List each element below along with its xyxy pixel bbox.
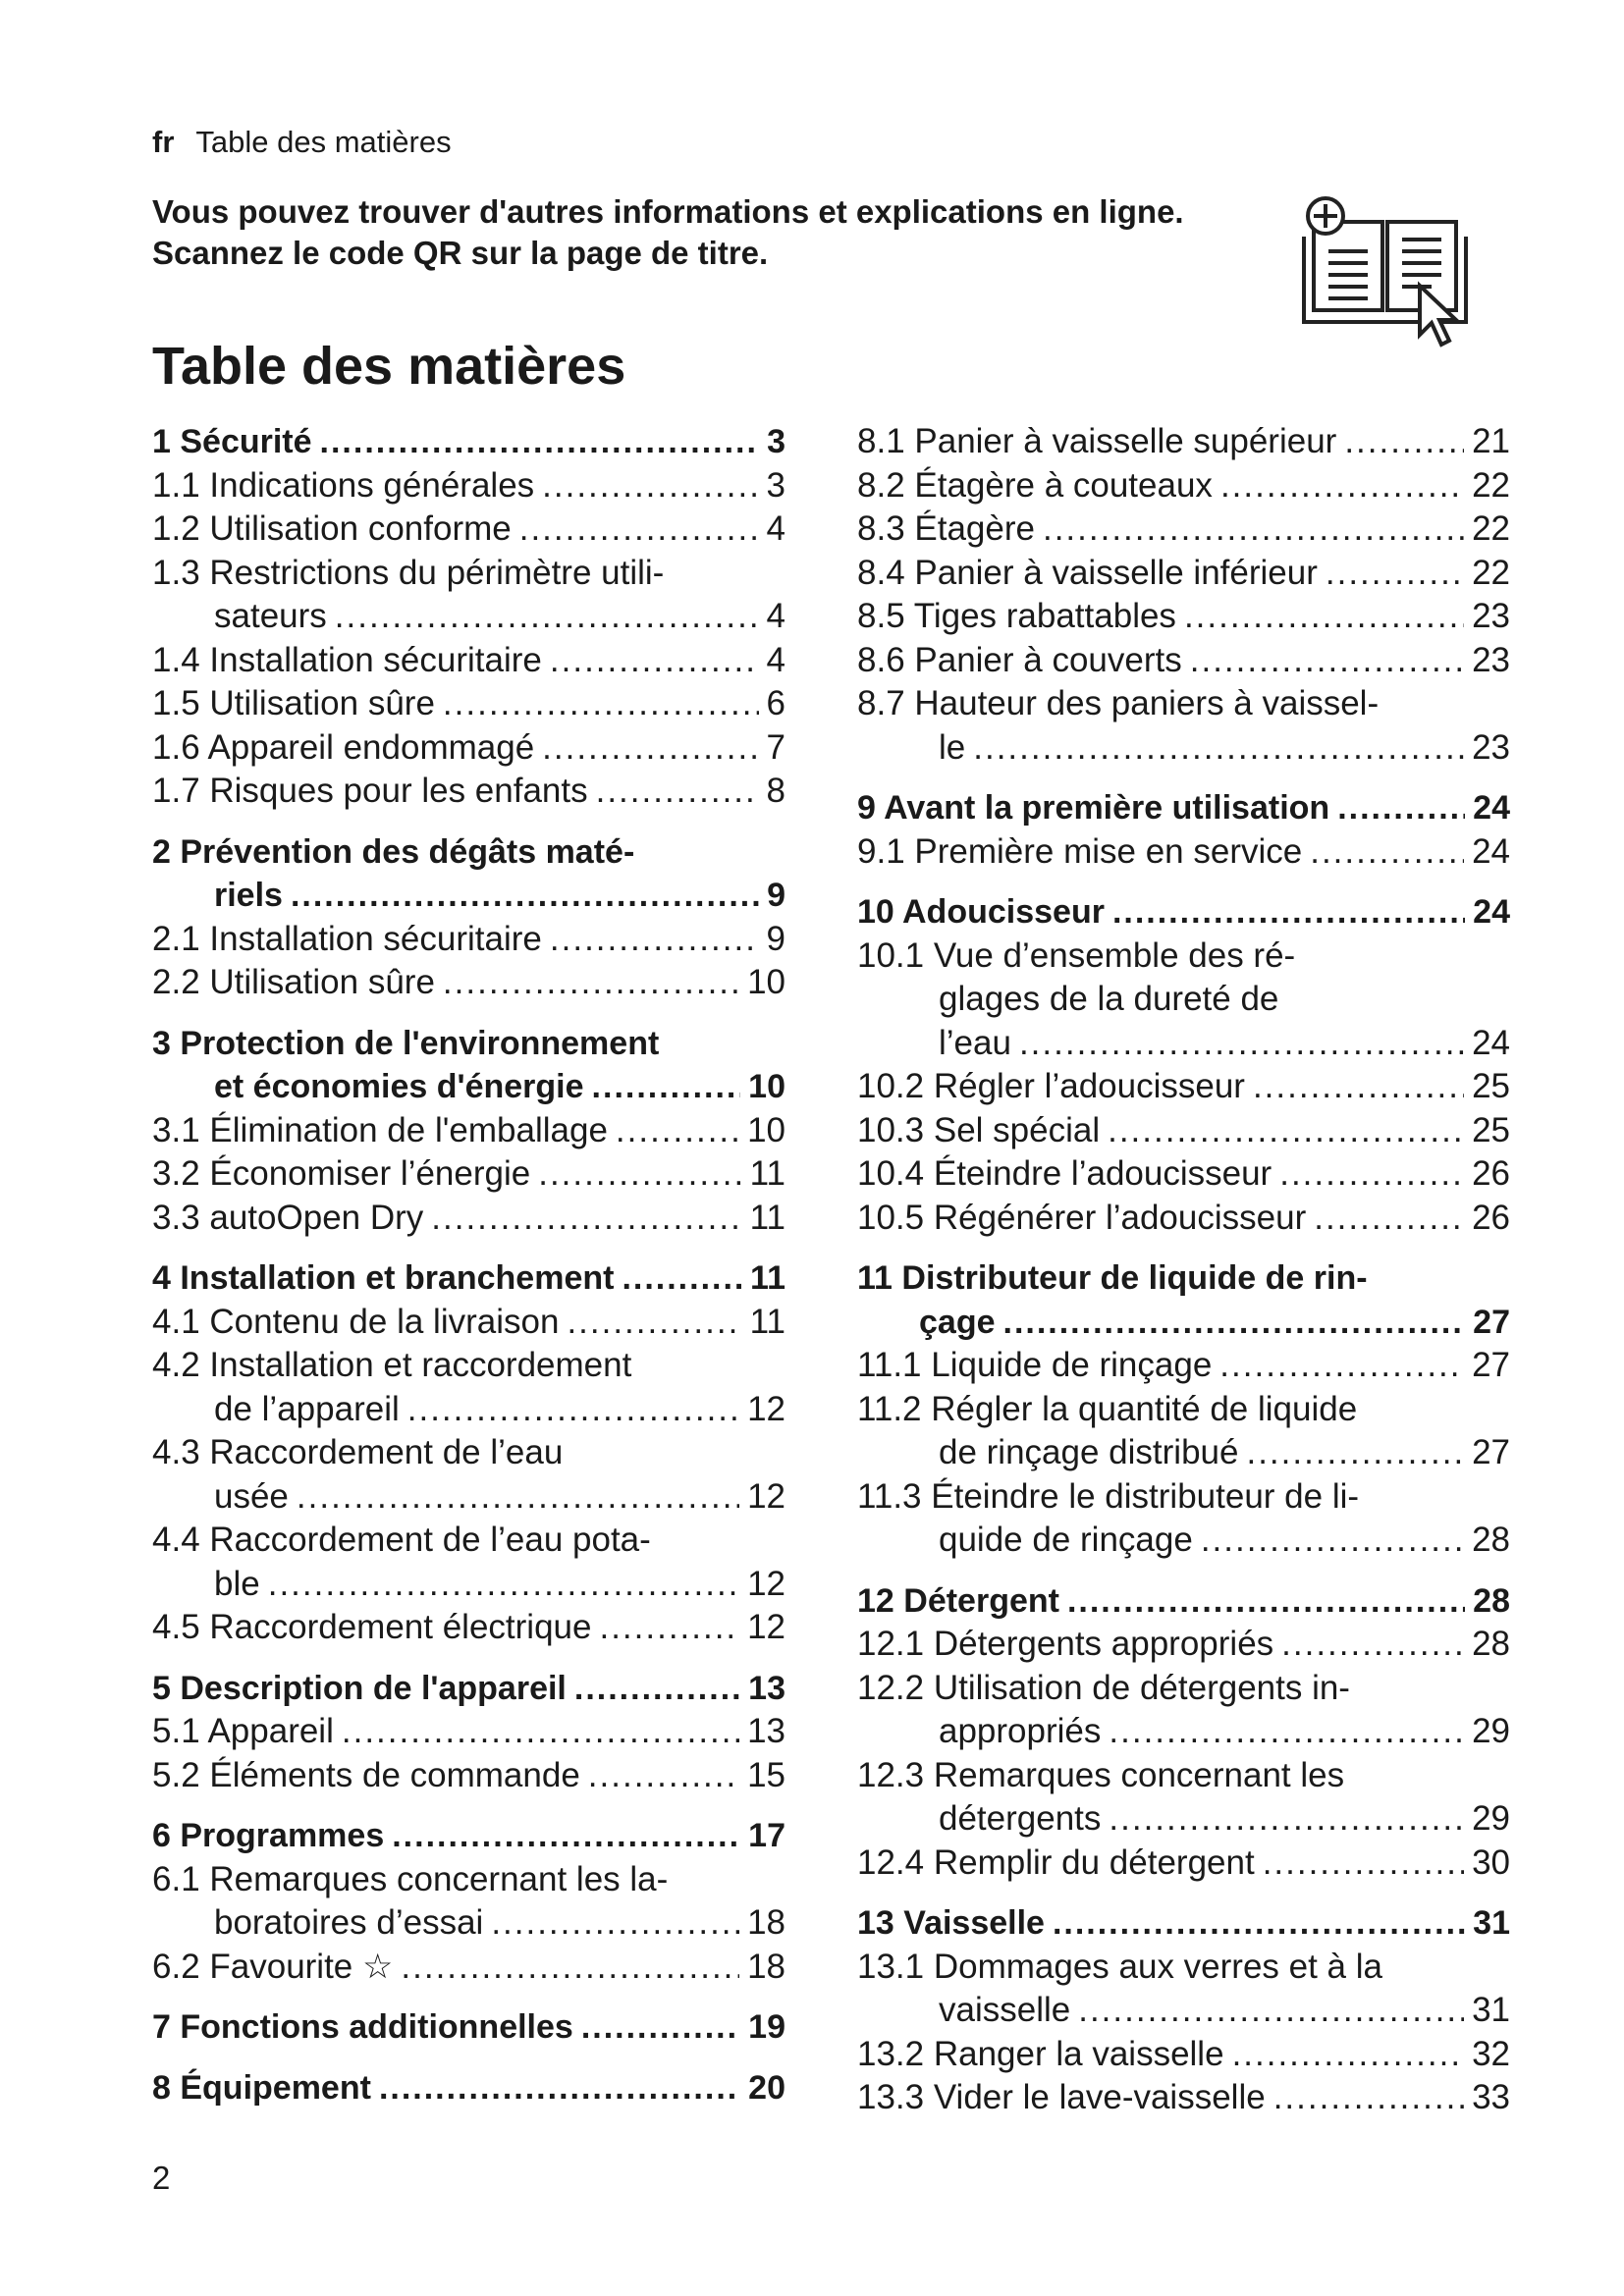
toc-entry[interactable] [857,1946,1510,2033]
toc-entry[interactable] [152,1606,785,1650]
dot-leader [401,1946,739,1990]
dot-leader [1326,552,1464,596]
dot-leader [973,726,1464,771]
language-code: fr [152,125,175,159]
toc-entry-label: 1.4 Installation sécuritaire [152,640,542,679]
toc-entry-label: 4.3 Raccordement de l’eau [152,1433,564,1471]
toc-entry-label: 3 Protection de l'environnement [152,1024,660,1062]
toc-entry[interactable] [152,1754,785,1798]
dot-leader [596,770,759,814]
toc-entry-label-cont: le [939,727,966,767]
toc-entry-label: 13.2 Ranger la vaisselle [857,2034,1224,2073]
toc-page-number: 27 [1472,1433,1510,1471]
toc-entry-label-cont: boratoires d’essai [214,1903,484,1942]
toc-entry[interactable] [152,918,785,962]
dot-leader [491,1901,739,1946]
toc-entry-label: 10.2 Régler l’adoucisseur [857,1067,1245,1105]
toc-page-number: 10 [747,963,785,1001]
dot-leader [1109,1797,1464,1842]
toc-entry[interactable] [152,961,785,1005]
toc-page-number: 15 [747,1755,785,1794]
toc-entry[interactable] [857,1388,1510,1475]
toc-entry-label: 8.7 Hauteur des paniers à vaissel- [857,684,1380,722]
toc-entry[interactable] [857,507,1510,552]
toc-page-number: 18 [747,1947,785,1986]
toc-entry-label: 11.1 Liquide de rinçage [857,1346,1213,1384]
toc-entry-label: 4.1 Contenu de la livraison [152,1302,560,1341]
toc-entry[interactable] [857,1152,1510,1197]
toc-page-number: 27 [1472,1346,1510,1384]
toc-entry[interactable] [857,1754,1510,1842]
toc-entry-label-cont: glages de la dureté de [939,980,1279,1018]
toc-entry-label: 8.6 Panier à couverts [857,640,1182,679]
toc-entry-label: 12 Détergent [857,1581,1059,1620]
toc-entry-label: 4.4 Raccordement de l’eau pota- [152,1521,651,1559]
dot-leader [1112,890,1465,934]
toc-page-number: 31 [1473,1904,1510,1942]
toc-entry-label: 8.5 Tiges rabattables [857,597,1176,635]
toc-entry-label: 4 Installation et branchement [152,1259,615,1297]
dot-leader [342,1710,739,1754]
toc-entry[interactable] [857,639,1510,683]
dot-leader [616,1109,739,1153]
toc-entry-label: 1 Sécurité [152,423,312,460]
toc-page-number: 11 [749,1154,785,1193]
toc-entry-label: 6.1 Remarques concernant les la- [152,1859,669,1898]
toc-right-column [857,420,1510,2120]
toc-page-number: 30 [1472,1842,1510,1882]
toc-entry[interactable] [152,682,785,726]
dot-leader [581,2005,740,2050]
toc-page-number: 17 [748,1817,785,1854]
dot-leader [1184,595,1464,639]
dot-leader [1078,1989,1464,2033]
toc-page-number: 24 [1473,893,1510,931]
toc-entry[interactable] [857,595,1510,639]
toc-entry-label: 9 Avant la première utilisation [857,789,1330,827]
dot-leader [574,1667,740,1711]
dot-leader [291,874,759,918]
toc-entry[interactable] [857,830,1510,875]
dot-leader [320,420,760,464]
dot-leader [1281,1623,1464,1667]
dot-leader [1310,830,1464,875]
toc-entry[interactable] [857,2076,1510,2120]
toc-entry[interactable] [857,1623,1510,1667]
toc-entry-label: 7 Fonctions additionnelles [152,2008,573,2046]
toc-page-number: 12 [747,1564,785,1603]
toc-page-number: 4 [766,509,785,548]
dot-leader [622,1256,742,1301]
toc-chapter-entry[interactable] [152,1256,785,1301]
toc-entry-label: 4.5 Raccordement électrique [152,1608,592,1646]
toc-entry-label-cont: l’eau [939,1023,1011,1062]
toc-entry-label: 12.3 Remarques concernant les [857,1755,1345,1794]
toc-entry-label-cont: riels [214,877,283,914]
toc-entry-label: 8.1 Panier à vaisselle supérieur [857,422,1337,460]
dot-leader [599,1606,739,1650]
toc-entry-label: 4.2 Installation et raccordement [152,1346,632,1384]
toc-entry-label: 3.2 Économiser l’énergie [152,1154,531,1193]
toc-page-number: 3 [766,465,785,505]
toc-page-number: 22 [1472,465,1510,505]
dot-leader [1053,1901,1465,1946]
dot-leader [588,1754,739,1798]
toc-page-number: 22 [1472,509,1510,548]
toc-page-number: 23 [1472,640,1510,679]
toc-entry[interactable] [152,1344,785,1431]
toc-chapter-entry[interactable] [152,1814,785,1858]
toc-entry[interactable] [152,1710,785,1754]
toc-entry[interactable] [857,552,1510,596]
toc-entry-label: 3.1 Élimination de l'emballage [152,1110,608,1149]
toc-entry-label: 10.3 Sel spécial [857,1110,1101,1149]
toc-page-number: 19 [748,2008,785,2046]
dot-leader [519,507,759,552]
toc-entry-label: 13 Vaisselle [857,1904,1045,1942]
toc-chapter-entry[interactable] [152,420,785,464]
toc-entry[interactable] [857,1109,1510,1153]
toc-chapter-entry[interactable] [152,830,785,918]
toc-entry[interactable] [857,1197,1510,1241]
toc-chapter-entry[interactable] [857,890,1510,934]
toc-entry-label: 1.2 Utilisation conforme [152,509,512,548]
toc-page-number: 11 [749,1198,785,1237]
dot-leader [1337,786,1465,830]
toc-page-number: 32 [1472,2034,1510,2073]
toc-page-number: 9 [767,877,785,914]
toc-page-number: 13 [747,1712,785,1750]
toc-entry-label-cont: de l’appareil [214,1389,400,1428]
toc-entry[interactable] [857,934,1510,1066]
toc-page-number: 24 [1472,831,1510,871]
toc-entry-label: 8.4 Panier à vaisselle inférieur [857,553,1318,592]
toc-entry-label-cont: et économies d'énergie [214,1068,584,1105]
toc-entry[interactable] [152,1197,785,1241]
toc-entry-label: 1.5 Utilisation sûre [152,684,435,722]
toc-page-number: 10 [748,1068,785,1105]
toc-entry-label-cont: détergents [939,1799,1102,1838]
dot-leader [443,682,759,726]
toc-page-number: 28 [1472,1521,1510,1559]
toc-page-number: 26 [1472,1198,1510,1237]
toc-chapter-entry[interactable] [857,1901,1510,1946]
dot-leader [1067,1579,1465,1624]
toc-page-number: 10 [747,1110,785,1149]
dot-leader [1263,1842,1464,1886]
toc-chapter-entry[interactable] [152,1667,785,1711]
dot-leader [379,2066,740,2110]
toc-page-number: 33 [1472,2078,1510,2116]
dot-leader [550,639,759,683]
dot-leader [567,1301,741,1345]
dot-leader [1109,1710,1464,1754]
toc-page-number: 7 [766,727,785,767]
toc-entry-label: 2 Prévention des dégâts maté- [152,832,635,871]
toc-entry[interactable] [152,1152,785,1197]
toc-entry-label: 13.3 Vider le lave-vaisselle [857,2078,1266,2116]
page-number: 2 [152,2160,171,2196]
dot-leader [1253,1065,1464,1109]
dot-leader [542,726,758,771]
toc-entry-label: 1.3 Restrictions du périmètre utili- [152,553,665,592]
toc-entry-label: 9.1 Première mise en service [857,831,1303,871]
toc-entry[interactable] [857,2033,1510,2077]
toc-page-number: 24 [1472,1023,1510,1062]
toc-entry[interactable] [857,1842,1510,1886]
toc-page-number: 3 [767,423,785,460]
toc-page-number: 11 [750,1259,785,1297]
toc-page-number: 18 [747,1903,785,1942]
toc-chapter-entry[interactable] [152,1022,785,1109]
dot-leader [1314,1197,1464,1241]
toc-entry[interactable] [857,682,1510,770]
dot-leader [592,1065,741,1109]
toc-entry[interactable] [857,1475,1510,1563]
toc-entry[interactable] [152,639,785,683]
dot-leader [1232,2033,1465,2077]
dot-leader [1279,1152,1464,1197]
toc-page-number: 9 [766,919,785,958]
toc-entry-label: 2.2 Utilisation sûre [152,963,435,1001]
dot-leader [335,595,759,639]
toc-entry-label: 12.1 Détergents appropriés [857,1625,1274,1663]
toc-entry[interactable] [152,1946,785,1990]
dot-leader [407,1388,739,1432]
toc-page-number: 6 [766,684,785,722]
toc-entry-label-cont: çage [919,1303,996,1341]
toc-entry-label: 10.5 Régénérer l’adoucisseur [857,1198,1307,1237]
toc-entry[interactable] [857,1065,1510,1109]
toc-entry-label: 6 Programmes [152,1817,385,1854]
dot-leader [1043,507,1464,552]
toc-entry-label: 5 Description de l'appareil [152,1669,567,1707]
toc-page-number: 12 [747,1476,785,1516]
toc-entry-label: 12.4 Remplir du détergent [857,1842,1255,1882]
toc-entry-label: 3.3 autoOpen Dry [152,1198,424,1237]
dot-leader [1246,1431,1464,1475]
toc-entry-label-cont: ble [214,1564,260,1603]
toc-page-number: 29 [1472,1799,1510,1838]
toc-entry[interactable] [152,726,785,771]
toc-page-number: 26 [1472,1154,1510,1193]
toc-chapter-entry[interactable] [857,786,1510,830]
toc-entry-label: 10.4 Éteindre l’adoucisseur [857,1154,1272,1193]
dot-leader [542,464,758,508]
toc-entry-label: 12.2 Utilisation de détergents in- [857,1668,1350,1707]
toc-entry[interactable] [152,1109,785,1153]
toc-entry-label: 6.2 Favourite ☆ [152,1947,394,1986]
toc-entry[interactable] [152,770,785,814]
toc-entry[interactable] [152,1431,785,1519]
toc-entry-label-cont: quide de rinçage [939,1521,1193,1559]
dot-leader [1190,639,1464,683]
dot-leader [1108,1109,1464,1153]
toc-page-number: 4 [766,640,785,679]
toc-entry-label: 11.2 Régler la quantité de liquide [857,1389,1358,1428]
toc-entry-label: 5.2 Éléments de commande [152,1755,580,1794]
toc-entry[interactable] [857,464,1510,508]
dot-leader [1019,1022,1464,1066]
dot-leader [1220,464,1464,508]
toc-entry[interactable] [152,1858,785,1946]
toc-entry-label: 1.7 Risques pour les enfants [152,772,588,810]
toc-page-number: 23 [1472,727,1510,767]
toc-page-number: 21 [1472,422,1510,460]
toc-page-number: 20 [748,2068,785,2107]
toc-entry-label-cont: appropriés [939,1712,1102,1750]
dot-leader [443,961,739,1005]
toc-entry-label: 1.1 Indications générales [152,465,535,505]
toc-entry[interactable] [152,464,785,508]
toc-page-number: 11 [749,1302,785,1341]
dot-leader [1219,1344,1464,1388]
toc-page-number: 12 [747,1608,785,1646]
dot-leader [1273,2076,1464,2120]
dot-leader [538,1152,741,1197]
toc-page-number: 29 [1472,1712,1510,1750]
toc-entry-label: 11 Distributeur de liquide de rin- [857,1259,1368,1297]
toc-entry-label: 10 Adoucisseur [857,893,1105,931]
header-title: Table des matières [195,125,452,159]
toc-page-number: 22 [1472,553,1510,592]
toc-page-number: 8 [766,772,785,810]
toc-page-number: 12 [747,1389,785,1428]
toc-entry-label: 8.3 Étagère [857,509,1035,548]
toc-page-number: 4 [766,597,785,635]
toc-entry-label: 1.6 Appareil endommagé [152,727,535,767]
intro-text: Vous pouvez trouver d'autres informations et explications en ligne. Scannez le code QR sur la page de titre. [152,193,1184,271]
dot-leader [392,1814,740,1858]
toc-entry[interactable] [152,1301,785,1345]
toc-entry[interactable] [857,1667,1510,1754]
toc-chapter-entry[interactable] [857,1579,1510,1624]
toc-chapter-entry[interactable] [152,2005,785,2050]
dot-leader [1201,1519,1464,1563]
toc-page-number: 23 [1472,597,1510,635]
toc-entry[interactable] [152,1519,785,1606]
toc-page-number: 24 [1473,789,1510,827]
toc-entry-label: 13.1 Dommages aux verres et à la [857,1947,1382,1986]
toc-left-column [152,420,785,2109]
dot-leader [1344,420,1464,464]
dot-leader [1003,1301,1466,1345]
dot-leader [431,1197,741,1241]
toc-chapter-entry[interactable] [152,2066,785,2110]
toc-entry-label: 2.1 Installation sécuritaire [152,919,542,958]
toc-page-number: 25 [1472,1067,1510,1105]
dot-leader [550,918,759,962]
toc-page-number: 13 [748,1669,785,1707]
toc-entry-label: 10.1 Vue d’ensemble des ré- [857,935,1296,975]
toc-entry[interactable] [857,420,1510,464]
online-manual-icon [1294,192,1481,354]
toc-page-number: 31 [1472,1991,1510,2029]
dot-leader [297,1475,739,1520]
page-title: Table des matières [152,337,626,396]
dot-leader [268,1563,739,1607]
toc-entry[interactable] [152,552,785,639]
toc-page-number: 25 [1472,1110,1510,1149]
toc-entry-label: 8 Équipement [152,2068,371,2107]
toc-page-number: 28 [1472,1625,1510,1663]
toc-page-number: 28 [1473,1581,1510,1620]
toc-entry-label: 11.3 Éteindre le distributeur de li- [857,1476,1360,1516]
toc-entry[interactable] [857,1344,1510,1388]
running-header [152,125,452,160]
toc-entry-label-cont: usée [214,1476,289,1516]
toc-entry[interactable] [152,507,785,552]
toc-entry-label: 5.1 Appareil [152,1712,334,1750]
toc-chapter-entry[interactable] [857,1256,1510,1344]
toc-entry-label-cont: vaisselle [939,1991,1071,2029]
toc-entry-label: 8.2 Étagère à couteaux [857,465,1213,505]
toc-entry-label-cont: de rinçage distribué [939,1433,1239,1471]
toc-entry-label-cont: sateurs [214,597,327,635]
toc-page-number: 27 [1473,1303,1510,1341]
